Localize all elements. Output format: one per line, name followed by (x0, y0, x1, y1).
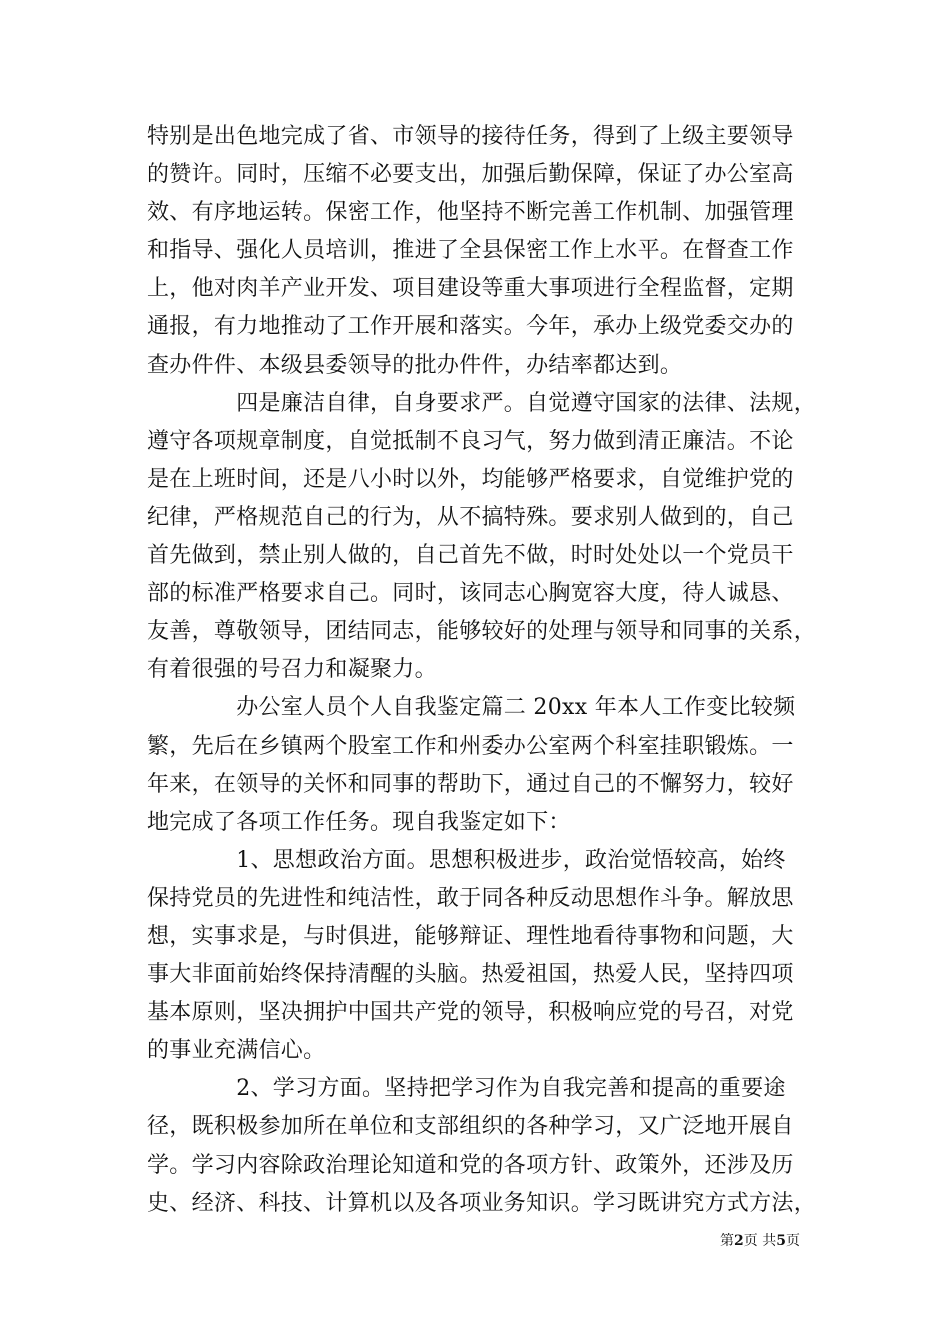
text-line: 是在上班时间，还是八小时以外，均能够严格要求，自觉维护党的 (147, 466, 794, 492)
text-line: 部的标准严格要求自己。同时，该同志心胸宽容大度，待人诚恳、 (147, 581, 794, 607)
text-line: 繁，先后在乡镇两个股室工作和州委办公室两个科室挂职锻炼。一 (147, 733, 794, 759)
text-line: 四是廉洁自律，自身要求严。自觉遵守国家的法律、法规， (147, 390, 817, 416)
text-line: 事大非面前始终保持清醒的头脑。热爱祖国，热爱人民，坚持四项 (147, 962, 794, 988)
text-line: 遵守各项规章制度，自觉抵制不良习气，努力做到清正廉洁。不论 (147, 428, 794, 454)
text-line: 纪律，严格规范自己的行为，从不搞特殊。要求别人做到的，自己 (147, 504, 794, 530)
text-line: 基本原则，坚决拥护中国共产党的领导，积极响应党的号召，对党 (147, 1000, 794, 1026)
text-line: 地完成了各项工作任务。现自我鉴定如下： (147, 809, 571, 835)
footer-middle: 页 共 (743, 1233, 777, 1249)
text-line: 1、思想政治方面。思想积极进步，政治觉悟较高，始终 (147, 847, 786, 873)
document-body (147, 118, 823, 1223)
text-line: 年来，在领导的关怀和同事的帮助下，通过自己的不懈努力，较好 (147, 771, 794, 797)
text-line: 史、经济、科技、计算机以及各项业务知识。学习既讲究方式方法， (147, 1190, 817, 1216)
text-line: 2、学习方面。坚持把学习作为自我完善和提高的重要途 (147, 1076, 786, 1102)
total-page-number: 5 (776, 1233, 786, 1249)
text-line: 保持党员的先进性和纯洁性，敢于同各种反动思想作斗争。解放思 (147, 885, 794, 911)
footer-suffix: 页 (785, 1233, 800, 1249)
text-line: 想，实事求是，与时俱进，能够辩证、理性地看待事物和问题，大 (147, 923, 794, 949)
text-line: 的赞许。同时，压缩不必要支出，加强后勤保障，保证了办公室高 (147, 162, 794, 188)
text-line: 有着很强的号召力和凝聚力。 (147, 657, 437, 683)
text-line: 首先做到，禁止别人做的，自己首先不做，时时处处以一个党员干 (147, 543, 794, 569)
text-line: 通报，有力地推动了工作开展和落实。今年，承办上级党委交办的 (147, 314, 794, 340)
text-line: 查办件件、本级县委领导的批办件件，办结率都达到。 (147, 352, 683, 378)
text-line: 效、有序地运转。保密工作，他坚持不断完善工作机制、加强管理 (147, 200, 794, 226)
text-line: 的事业充满信心。 (147, 1038, 326, 1064)
footer-prefix: 第 (720, 1233, 734, 1249)
text-line: 上，他对肉羊产业开发、项目建设等重大事项进行全程监督，定期 (147, 276, 794, 302)
current-page-number: 2 (734, 1233, 744, 1249)
text-line: 学。学习内容除政治理论知道和党的各项方针、政策外，还涉及历 (147, 1152, 794, 1178)
text-line: 友善，尊敬领导，团结同志，能够较好的处理与领导和同事的关系， (147, 619, 817, 645)
text-line: 特别是出色地完成了省、市领导的接待任务，得到了上级主要领导 (147, 124, 794, 149)
text-line: 径，既积极参加所在单位和支部组织的各种学习，又广泛地开展自 (147, 1114, 794, 1140)
text-line: 办公室人员个人自我鉴定篇二 20xx 年本人工作变比较频 (147, 695, 796, 721)
text-line: 和指导、强化人员培训，推进了全县保密工作上水平。在督查工作 (147, 238, 794, 264)
page-footer (720, 1232, 800, 1250)
